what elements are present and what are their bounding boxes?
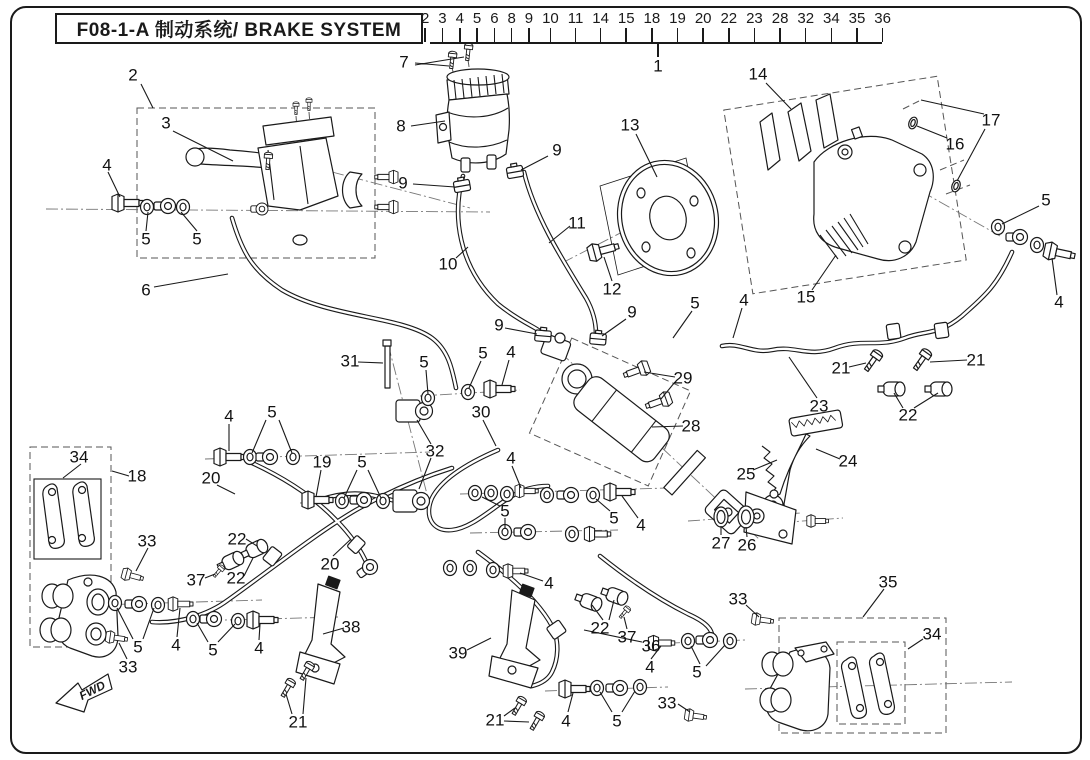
index-number: 22 bbox=[720, 10, 737, 42]
callout-label-19: 19 bbox=[312, 452, 332, 472]
index-number: 32 bbox=[797, 10, 814, 42]
callout-label-11: 11 bbox=[568, 213, 586, 233]
callout-label-34: 34 bbox=[922, 624, 942, 644]
callout-label-20: 20 bbox=[201, 468, 221, 488]
callout-label-33: 33 bbox=[118, 657, 138, 677]
index-number: 2 bbox=[421, 10, 429, 42]
callout-label-33: 33 bbox=[137, 531, 157, 551]
callout-label-39: 39 bbox=[448, 643, 468, 663]
callout-label-9: 9 bbox=[398, 173, 408, 193]
front-master-cylinder bbox=[186, 117, 362, 245]
callout-label-29: 29 bbox=[673, 368, 693, 388]
callout-label-4: 4 bbox=[254, 638, 264, 658]
callout-label-5: 5 bbox=[208, 640, 218, 660]
index-number: 20 bbox=[695, 10, 712, 42]
callout-label-35: 35 bbox=[878, 572, 898, 592]
rear-caliper bbox=[760, 642, 894, 731]
callout-label-5: 5 bbox=[1041, 190, 1051, 210]
callout-label-4: 4 bbox=[636, 515, 646, 535]
callout-label-9: 9 bbox=[627, 302, 637, 322]
index-number: 10 bbox=[542, 10, 559, 42]
callout-label-13: 13 bbox=[620, 115, 640, 135]
brake-fluid-reservoir bbox=[436, 69, 509, 172]
index-stem-line bbox=[657, 42, 659, 57]
callout-label-14: 14 bbox=[748, 64, 768, 84]
index-number: 23 bbox=[746, 10, 763, 42]
index-number: 6 bbox=[490, 10, 498, 42]
index-number: 28 bbox=[772, 10, 789, 42]
callout-label-21: 21 bbox=[966, 350, 986, 370]
callout-label-37: 37 bbox=[186, 570, 206, 590]
callout-label-5: 5 bbox=[192, 229, 202, 249]
index-number: 15 bbox=[618, 10, 635, 42]
callout-label-31: 31 bbox=[340, 351, 360, 371]
callout-label-28: 28 bbox=[681, 416, 701, 436]
callout-label-6: 6 bbox=[141, 280, 151, 300]
index-number: 34 bbox=[823, 10, 840, 42]
callout-label-4: 4 bbox=[506, 448, 516, 468]
callout-label-16: 16 bbox=[945, 134, 965, 154]
index-bracket-line bbox=[430, 42, 882, 44]
callout-label-4: 4 bbox=[506, 342, 516, 362]
callout-label-4: 4 bbox=[224, 406, 234, 426]
index-number: 11 bbox=[568, 10, 584, 42]
index-number: 8 bbox=[507, 10, 515, 42]
callout-label-21: 21 bbox=[485, 710, 505, 730]
callout-label-4: 4 bbox=[739, 290, 749, 310]
callout-label-5: 5 bbox=[141, 229, 151, 249]
callout-label-18: 18 bbox=[127, 466, 147, 486]
callout-label-26: 26 bbox=[737, 535, 757, 555]
index-number: 35 bbox=[849, 10, 866, 42]
callout-label-4: 4 bbox=[1054, 292, 1064, 312]
index-number: 18 bbox=[644, 10, 661, 42]
callout-label-10: 10 bbox=[438, 254, 458, 274]
callout-label-4: 4 bbox=[544, 573, 554, 593]
callout-label-5: 5 bbox=[690, 293, 700, 313]
callout-label-33: 33 bbox=[657, 693, 677, 713]
callout-label-4: 4 bbox=[102, 155, 112, 175]
callout-label-20: 20 bbox=[320, 554, 340, 574]
callout-label-25: 25 bbox=[736, 464, 756, 484]
callout-label-22: 22 bbox=[227, 529, 247, 549]
callout-label-5: 5 bbox=[500, 501, 510, 521]
callout-label-17: 17 bbox=[981, 110, 1001, 130]
callout-label-38: 38 bbox=[341, 617, 361, 637]
fwd-arrow bbox=[56, 674, 112, 712]
callout-label-3: 3 bbox=[161, 113, 171, 133]
callout-label-22: 22 bbox=[590, 618, 610, 638]
callout-label-5: 5 bbox=[133, 637, 143, 657]
callout-label-12: 12 bbox=[602, 279, 622, 299]
callout-label-21: 21 bbox=[288, 712, 308, 732]
callout-label-5: 5 bbox=[419, 352, 429, 372]
callout-label-5: 5 bbox=[478, 343, 488, 363]
callout-label-5: 5 bbox=[612, 711, 622, 731]
callout-label-15: 15 bbox=[796, 287, 816, 307]
callout-label-37: 37 bbox=[617, 627, 637, 647]
front-right-caliper bbox=[760, 94, 933, 261]
callout-label-2: 2 bbox=[128, 65, 138, 85]
callout-label-30: 30 bbox=[471, 402, 491, 422]
callout-label-4: 4 bbox=[171, 635, 181, 655]
callout-label-23: 23 bbox=[809, 396, 829, 416]
callout-label-33: 33 bbox=[728, 589, 748, 609]
index-number: 14 bbox=[592, 10, 609, 42]
diagram-title: F08-1-A 制动系统/ BRAKE SYSTEM bbox=[55, 13, 423, 44]
callout-label-22: 22 bbox=[898, 405, 918, 425]
callout-label-34: 34 bbox=[69, 447, 89, 467]
index-number: 9 bbox=[525, 10, 533, 42]
index-number: 3 bbox=[438, 10, 446, 42]
callout-label-5: 5 bbox=[609, 508, 619, 528]
callout-label-5: 5 bbox=[357, 452, 367, 472]
callout-label-9: 9 bbox=[552, 140, 562, 160]
index-number: 36 bbox=[874, 10, 891, 42]
callout-label-36: 36 bbox=[641, 636, 661, 656]
brake-disc bbox=[605, 150, 730, 287]
callout-label-21: 21 bbox=[831, 358, 851, 378]
callout-label-24: 24 bbox=[838, 451, 858, 471]
callout-label-22: 22 bbox=[226, 568, 246, 588]
callout-label-4: 4 bbox=[645, 657, 655, 677]
index-number: 19 bbox=[669, 10, 686, 42]
index-number: 4 bbox=[456, 10, 464, 42]
index-strip bbox=[421, 10, 891, 42]
front-left-caliper bbox=[40, 482, 118, 657]
callout-label-9: 9 bbox=[494, 315, 504, 335]
index-number: 5 bbox=[473, 10, 481, 42]
callout-label-4: 4 bbox=[561, 711, 571, 731]
callout-label-27: 27 bbox=[711, 533, 731, 553]
callout-label-1: 1 bbox=[653, 56, 663, 76]
callout-label-8: 8 bbox=[396, 116, 406, 136]
callout-label-5: 5 bbox=[692, 662, 702, 682]
fwd-arrow-label: FWD bbox=[76, 677, 108, 703]
callout-label-7: 7 bbox=[399, 52, 409, 72]
callout-label-32: 32 bbox=[425, 441, 445, 461]
callout-label-5: 5 bbox=[267, 402, 277, 422]
